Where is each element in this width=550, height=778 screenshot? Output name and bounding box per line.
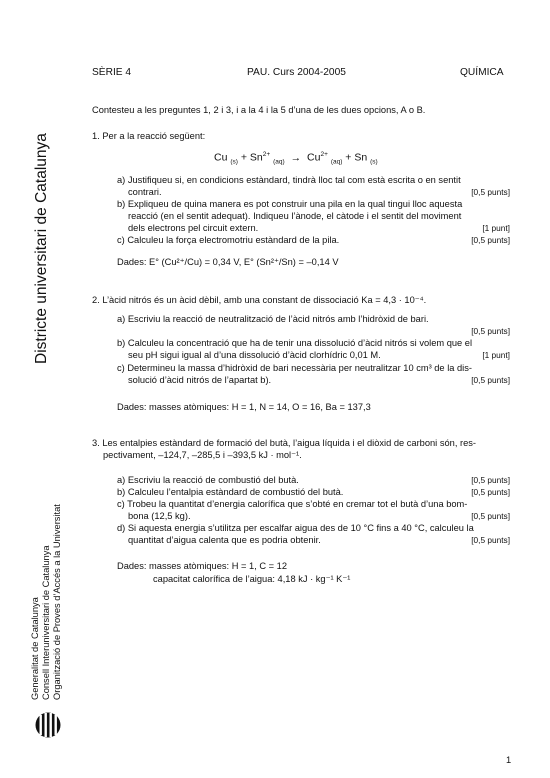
text-line: b) Calculeu la concentració que ha de tenir una dissolució d’àcid nitrós si volem que el [117,338,473,348]
org-line-2: Consell Interuniversitari de Catalunya [41,545,51,700]
points: [0,5 punts] [471,535,510,545]
eq-cu: Cu [214,151,228,164]
q3-stem [92,437,510,461]
eq-state: (aq) [330,158,343,166]
q3-part-d [117,522,510,546]
course-label: PAU. Curs 2004-2005 [247,67,346,78]
org-line-3: Organització de Proves d’Accés a la Universitat [52,504,62,700]
q1-stem: 1. Per a la reacció següent: [92,131,206,141]
q3-data-1: Dades: masses atòmiques: H = 1, C = 12 [117,561,288,571]
text-line: pectivament, –124,7, –285,5 i –393,5 kJ · mol⁻¹. [103,450,302,460]
text-line: seu pH sigui igual al d’una dissolució d’àcid clorhídric 0,01 M. [128,350,381,360]
points: [0,5 punts] [471,375,510,385]
text-line: b) Calculeu l’entalpia estàndard de combustió del butà. [117,487,344,497]
instructions: Contesteu a les preguntes 1, 2 i 3, i a la 4 i la 5 d’una de les dues opcions, A o B. [92,105,426,115]
points: [0,5 punts] [471,235,510,245]
q3-part-b [117,486,510,498]
q1-data: Dades: E° (Cu²⁺/Cu) = 0,34 V, E° (Sn²⁺/Sn) = –0,14 V [117,257,339,267]
q2-part-b [117,337,510,361]
text-line: 3. Les entalpies estàndard de formació del butà, l’aigua líquida i el diòxid de carboni són, res- [92,438,476,448]
text-line: a) Escriviu la reacció de combustió del butà. [117,475,299,485]
generalitat-logo-icon [35,712,61,738]
eq-state: (aq) [273,158,285,166]
q1-part-a [117,174,510,198]
q1-part-c [117,234,510,246]
text-line: dels electrons pel circuit extern. [128,223,259,233]
text-line: reacció (en el sentit adequat). Indiqueu l’ànode, el càtode i el sentit del moviment [128,211,462,221]
q2-part-c [117,362,510,386]
org-line-1: Generalitat de Catalunya [30,597,40,700]
eq-state: (s) [370,158,378,166]
text-line: contrari. [128,187,162,197]
text-line: c) Calculeu la força electromotriu estàndard de la pila. [117,235,340,245]
eq-charge: 2+ [262,151,271,158]
eq-charge: 2+ [320,151,328,158]
q1-equation [214,151,378,166]
page-number: 1 [506,755,512,765]
text-line: c) Determineu la massa d’hidròxid de bari necessària per neutralitzar 10 cm³ de la dis- [117,363,472,373]
points: [1 punt] [482,223,510,233]
text-line: a) Escriviu la reacció de neutralització de l’àcid nitrós amb l’hidròxid de bari. [117,314,429,324]
eq-sn-solid: + Sn [345,151,368,164]
points: [1 punt] [482,350,510,360]
eq-state: (s) [230,158,238,166]
serie-label: SÈRIE 4 [92,67,132,78]
district-side-title: Districte universitari de Catalunya [33,133,50,364]
q3-part-a [117,474,510,486]
q3-part-c [117,498,510,522]
subject-label: QUÍMICA [460,67,504,78]
eq-sn: + Sn [240,151,263,164]
text-line: d) Si aquesta energia s’utilitza per escalfar aigua des de 10 °C fins a 40 °C, calculeu la [117,523,474,533]
text-line: c) Trobeu la quantitat d’energia calorífica que s’obté en cremar tot el butà d’una bom- [117,499,468,509]
text-line: quantitat d’aigua calenta que es podria obtenir. [128,535,321,545]
reaction-arrow-icon: → [290,151,302,164]
text-line: a) Justifiqueu si, en condicions estàndard, tindrà lloc tal com està escrita o en sentit [117,175,461,185]
points: [0,5 punts] [471,475,510,485]
q3-data-2: capacitat calorífica de l’aigua: 4,18 kJ · kg⁻¹ K⁻¹ [153,574,351,584]
points: [0,5 punts] [471,487,510,497]
q2-data: Dades: masses atòmiques: H = 1, N = 14, O = 16, Ba = 137,3 [117,402,371,412]
q2-stem: 2. L’àcid nitrós és un àcid dèbil, amb una constant de dissociació Ka = 4,3 · 10⁻⁴. [92,295,427,305]
text-line: b) Expliqueu de quina manera es pot construir una pila en la qual tingui lloc aquesta [117,199,463,209]
points: [0,5 punts] [471,187,510,197]
text-line: solució d’àcid nitrós de l’apartat b). [128,375,272,385]
eq-cu-ion: Cu [307,151,321,164]
points: [0,5 punts] [471,326,510,336]
text-line: bona (12,5 kg). [128,511,191,521]
q1-part-b [117,198,510,234]
points: [0,5 punts] [471,511,510,521]
q2-part-a [117,313,510,337]
